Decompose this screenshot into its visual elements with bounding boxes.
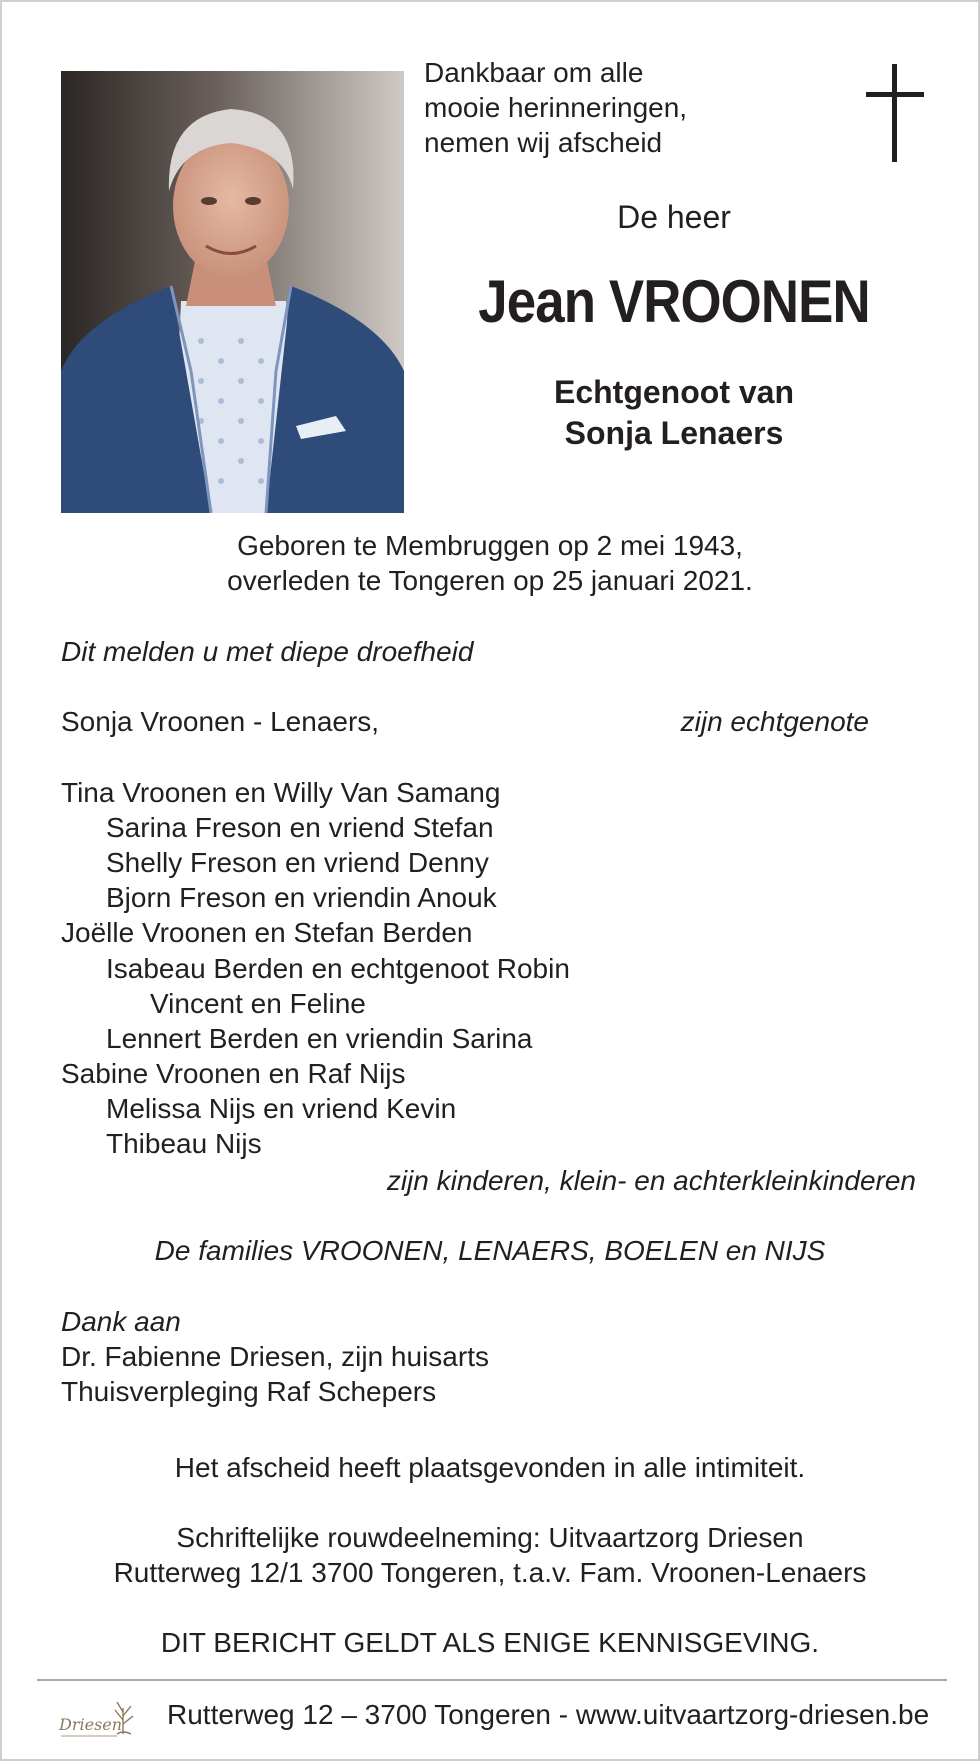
wife-relation: zijn echtgenote [680,706,869,737]
thanks-line-1: Dr. Fabienne Driesen, zijn huisarts [61,1341,489,1372]
deceased-name: Jean VROONEN [478,268,870,335]
tree-logo-icon [57,1690,147,1748]
honorific: De heer [617,199,731,235]
footer-divider [37,1679,947,1681]
birth-death-info [2,528,978,598]
spouse-line-1: Echtgenoot van [553,374,794,410]
family-member-line: Lennert Berden en vriendin Sarina [106,1022,533,1054]
ceremony-note: Het afscheid heeft plaatsgevonden in alle intimiteit. [174,1452,806,1483]
family-member-line: Bjorn Freson en vriendin Anouk [106,882,497,914]
announcement: Dit melden u met diepe droefheid [61,636,474,667]
cross-icon [866,64,924,162]
family-member-line: Sabine Vroonen en Raf Nijs [61,1057,406,1089]
birth-line: Geboren te Membruggen op 2 mei 1943, [237,530,743,561]
condolence-block [2,1520,978,1590]
spouse-line-2: Sonja Lenaers [564,415,784,451]
intro-text [424,55,724,160]
family-member-line: Isabeau Berden en echtgenoot Robin [106,952,570,984]
family-member-line: Tina Vroonen en Willy Van Samang [61,777,501,808]
families-line: De families VROONEN, LENAERS, BOELEN en NIJS [154,1235,826,1266]
family-member-line: Joëlle Vroonen en Stefan Berden [61,917,473,949]
wife-name: Sonja Vroonen - Lenaers, [61,706,380,737]
notice: DIT BERICHT GELDT ALS ENIGE KENNISGEVING. [160,1627,820,1658]
death-line: overleden te Tongeren op 25 januari 2021. [227,565,753,596]
intro-line-1: Dankbaar om alle [424,57,644,88]
condolence-line-2: Rutterweg 12/1 3700 Tongeren, t.a.v. Fam. Vroonen-Lenaers [113,1557,867,1588]
family-member-line: Vincent en Feline [150,987,366,1019]
thanks-line-2: Thuisverpleging Raf Schepers [61,1376,437,1407]
family-member-line: Thibeau Nijs [106,1128,262,1159]
intro-line-2: mooie herinneringen, [424,92,688,123]
children-relation: zijn kinderen, klein- en achterkleinkinderen [386,1165,916,1196]
family-member-line: Sarina Freson en vriend Stefan [106,812,494,844]
intro-line-3: nemen wij afscheid [424,127,663,158]
family-member-line: Shelly Freson en vriend Denny [106,847,489,879]
spouse-block [424,372,924,454]
family-member-line: Melissa Nijs en vriend Kevin [106,1092,457,1124]
funeral-home-logo [57,1690,147,1748]
thanks-heading: Dank aan [61,1306,181,1337]
footer-address: Rutterweg 12 – 3700 Tongeren - www.uitvaartzorg-driesen.be [167,1699,930,1730]
portrait-photo [61,71,404,513]
condolence-line-1: Schriftelijke rouwdeelneming: Uitvaartzorg Driesen [176,1522,804,1553]
logo-text: Driesen [59,1715,123,1734]
portrait-illustration [61,71,404,513]
